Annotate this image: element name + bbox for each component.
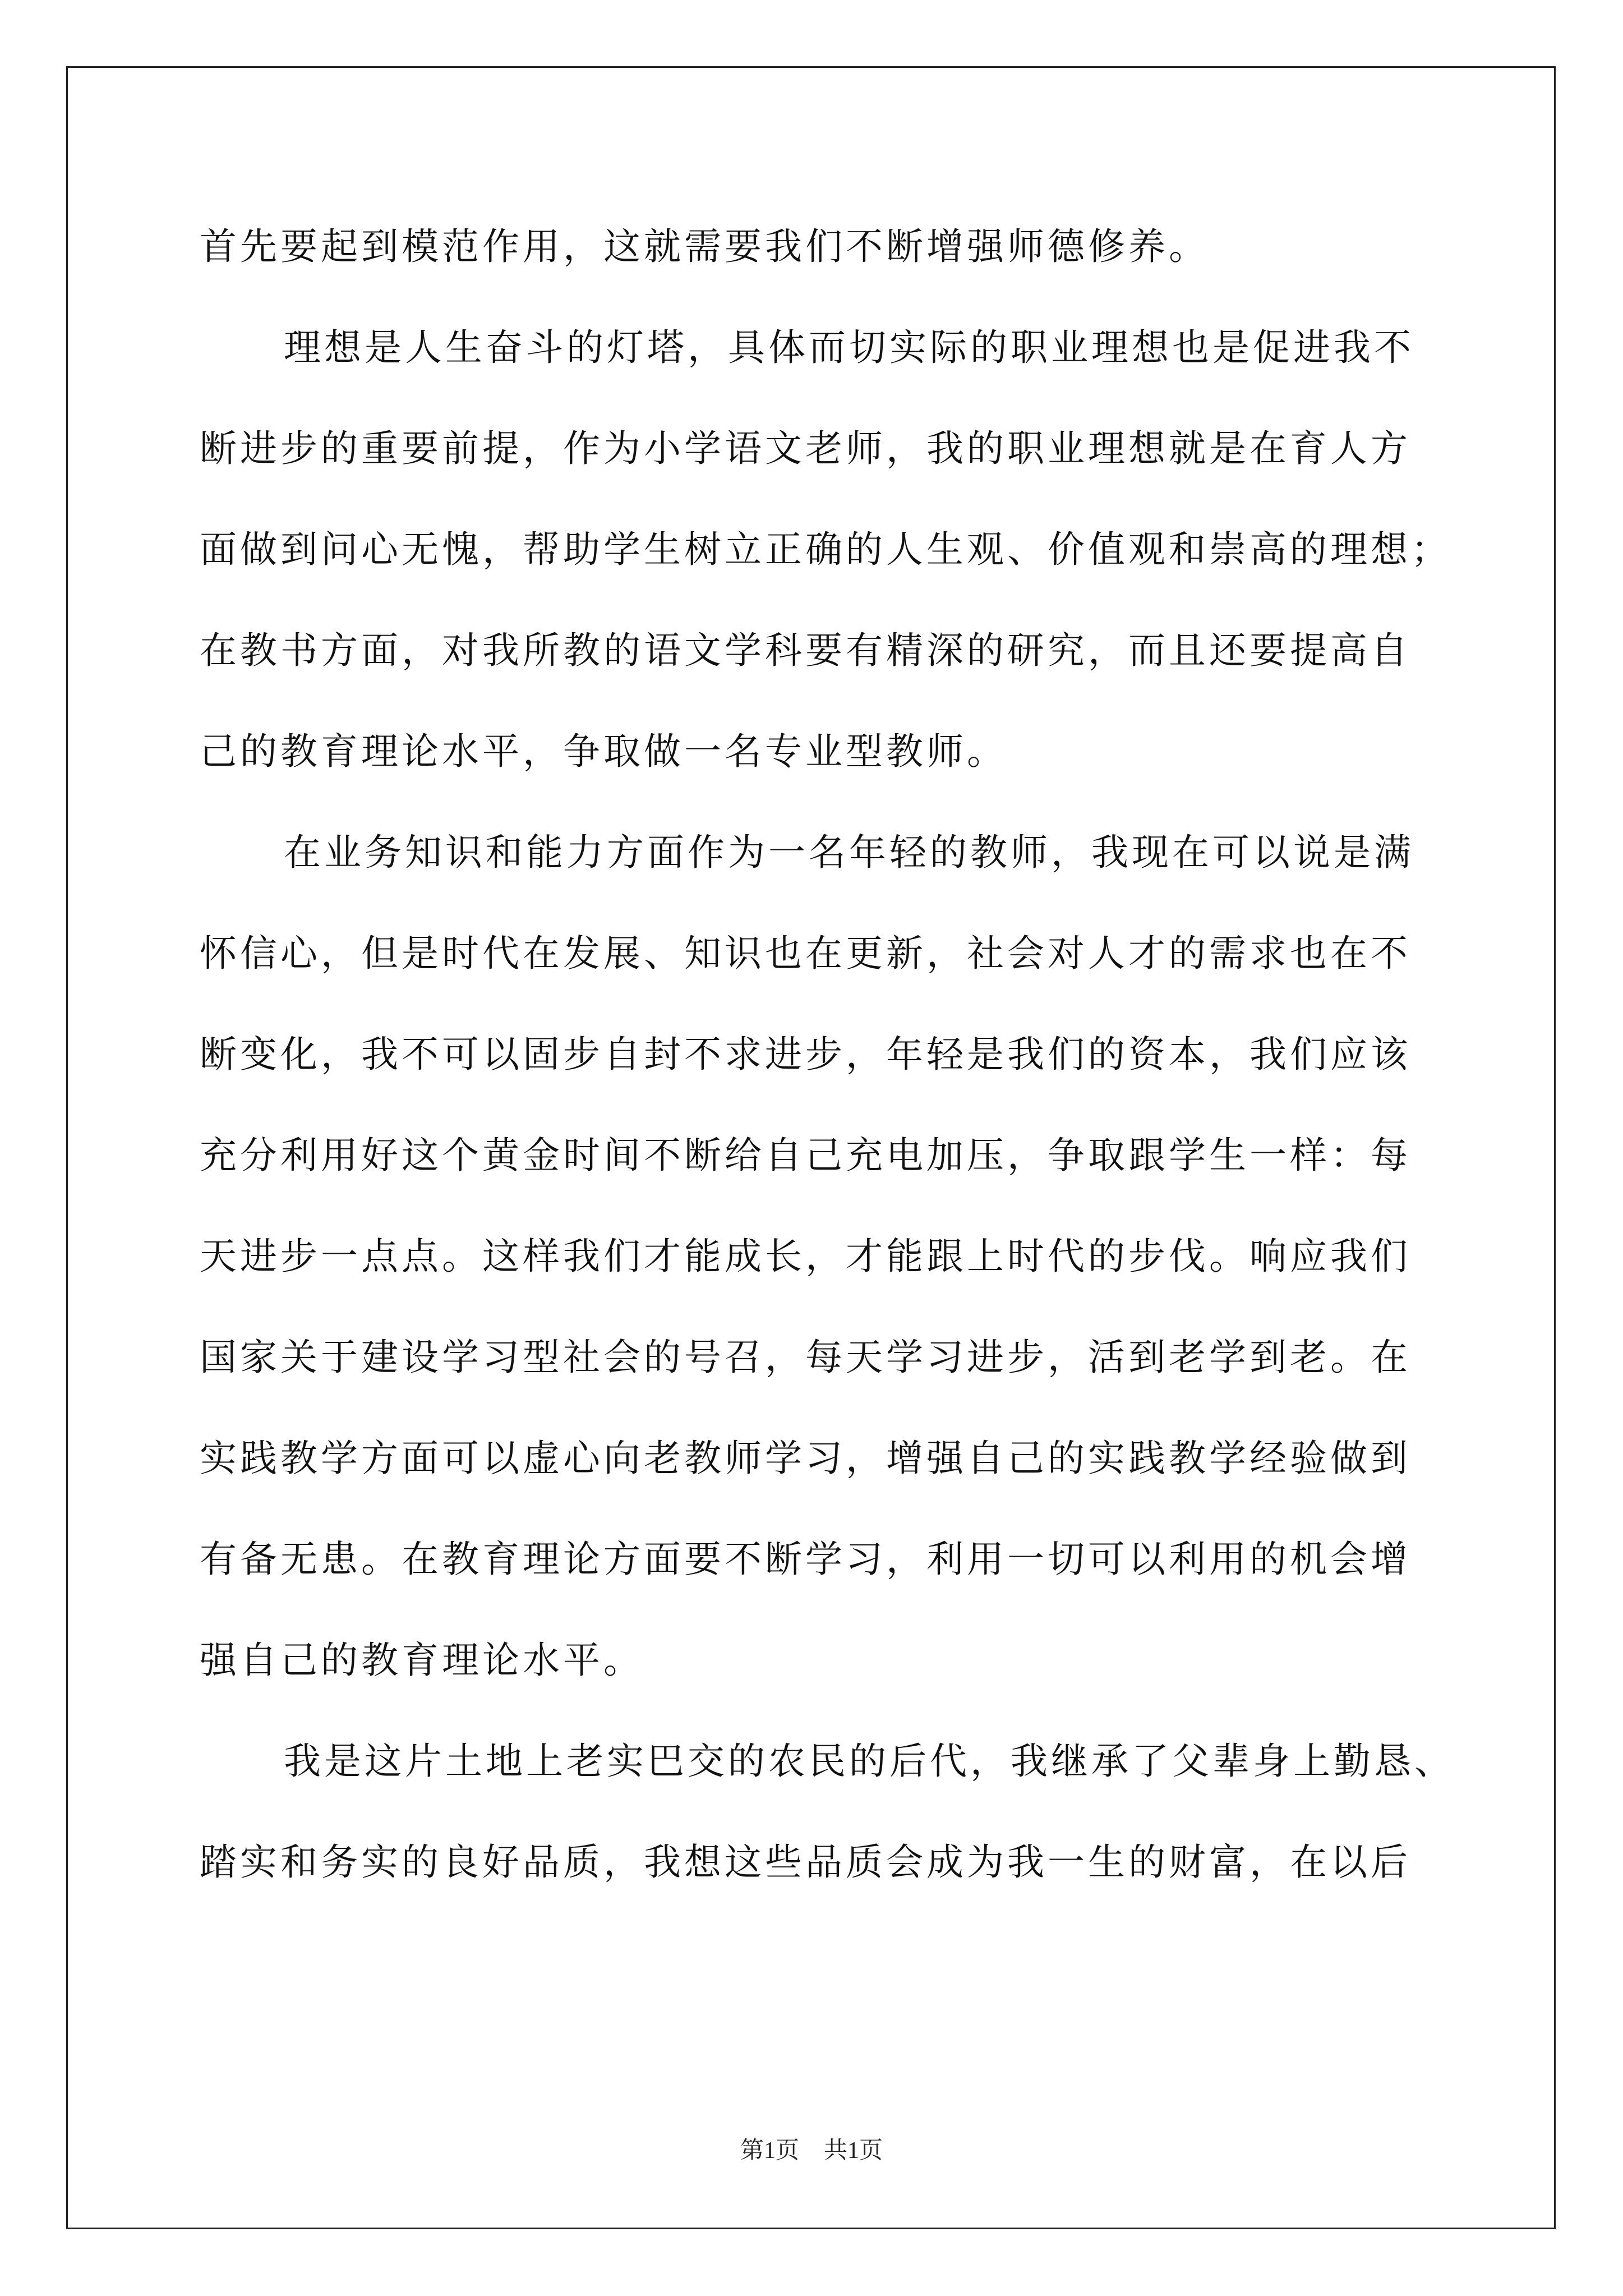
text-line: 强自己的教育理论水平。 (200, 1639, 644, 1682)
text-line: 充分利用好这个黄金时间不断给自己充电加压，争取跟学生一样：每 (200, 1134, 1411, 1177)
text-line: 天进步一点点。这样我们才能成长，才能跟上时代的步伐。响应我们 (200, 1235, 1411, 1278)
text-line: 在业务知识和能力方面作为一名年轻的教师，我现在可以说是满 (284, 831, 1414, 874)
text-line: 首先要起到模范作用，这就需要我们不断增强师德修养。 (200, 225, 1209, 268)
text-line: 有备无患。在教育理论方面要不断学习，利用一切可以利用的机会增 (200, 1538, 1411, 1581)
text-line: 理想是人生奋斗的灯塔，具体而切实际的职业理想也是促进我不 (284, 326, 1414, 369)
text-line: 在教书方面，对我所教的语文学科要有精深的研究，而且还要提高自 (200, 629, 1411, 672)
text-line: 踏实和务实的良好品质，我想这些品质会成为我一生的财富，在以后 (200, 1841, 1411, 1884)
text-line: 己的教育理论水平，争取做一名专业型教师。 (200, 730, 1007, 773)
text-line: 面做到问心无愧，帮助学生树立正确的人生观、价值观和崇高的理想； (200, 528, 1451, 571)
text-line: 国家关于建设学习型社会的号召，每天学习进步，活到老学到老。在 (200, 1336, 1411, 1379)
page-number: 第1页 (740, 2138, 799, 2164)
text-line: 实践教学方面可以虚心向老教师学习，增强自己的实践教学经验做到 (200, 1437, 1411, 1480)
text-line: 断进步的重要前提，作为小学语文老师，我的职业理想就是在育人方 (200, 427, 1411, 470)
document-body (200, 196, 1455, 1913)
text-line: 断变化，我不可以固步自封不求进步，年轻是我们的资本，我们应该 (200, 1033, 1411, 1076)
page-total: 共1页 (824, 2138, 883, 2164)
text-line: 怀信心，但是时代在发展、知识也在更新，社会对人才的需求也在不 (200, 932, 1411, 975)
page-footer (0, 2132, 1623, 2165)
text-line: 我是这片土地上老实巴交的农民的后代，我继承了父辈身上勤恳、 (284, 1740, 1455, 1783)
